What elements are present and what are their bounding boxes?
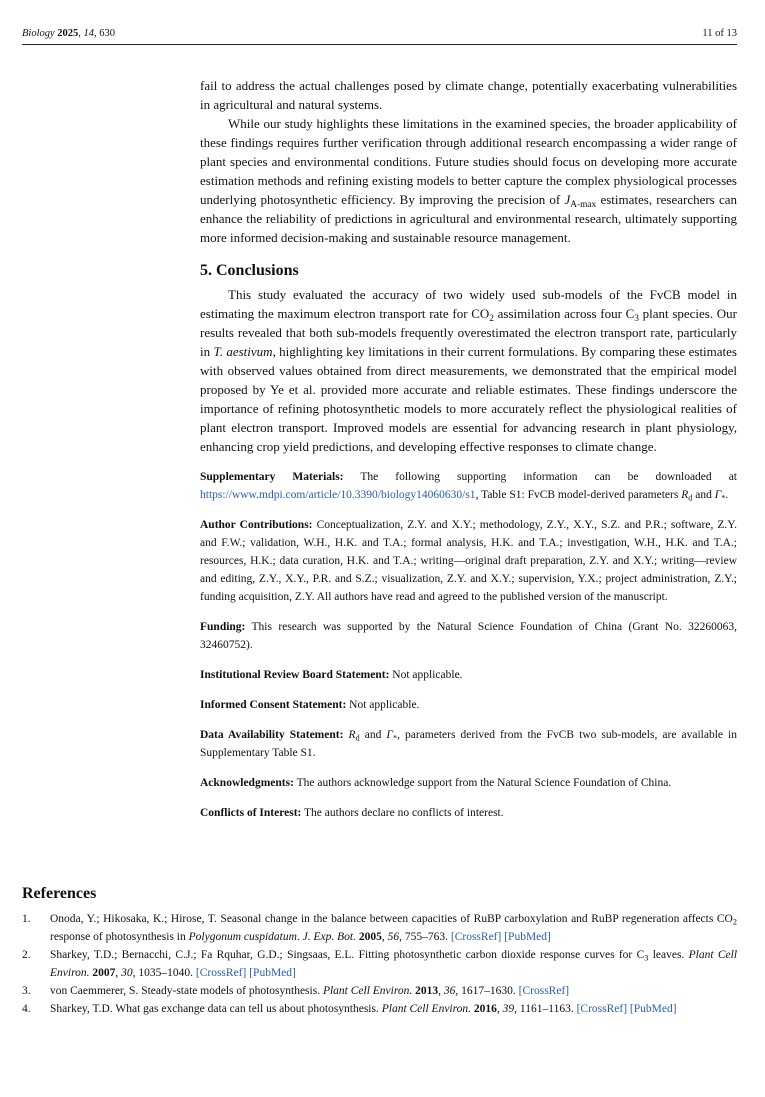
supplementary-link[interactable]: https://www.mdpi.com/article/10.3390/biology14060630/s1 [200,489,476,501]
main-text [200,76,737,822]
consent-statement: Informed Consent Statement: Not applicable. [200,699,420,711]
conflicts-of-interest: Conflicts of Interest: The authors declare no conflicts of interest. [200,807,504,819]
supplementary-materials: Supplementary Materials: The following supporting information can be downloaded at https://www.mdpi.com/article/10.3390/biology14060630/s1, Table S1: FvCB model-derived parameters $R_d$ and $\Gamma_*$. [200,471,737,503]
page-header [22,24,737,45]
funding-statement: Funding: This research was supported by the Natural Science Foundation of China (Grant No. 32260063, 32460752). [200,621,737,651]
crossref-link[interactable]: [CrossRef] [576,1003,628,1015]
author-contributions: Author Contributions: Conceptualization, Z.Y. and X.Y.; methodology, Z.Y., X.Y., S.Z. and P.R.; software, Z.Y. and F.W.; validation, W.H., H.K. and T.A.; formal analysis, H.K. and T.A.; investigation, W.H., H.K. and T.A.; resources, H.K.; data curation, H.K. and T.A.; writing—original draft preparation, Z.Y. and X.Y.; writing—review and editing, Z.Y., X.Y., P.R. and S.Z.; visualization, Z.Y. and X.Y.; supervision, Y.X.; project administration, Z.Y.; funding acquisition, Z.Y. All authors have read and agreed to the published version of the manuscript. [200,519,738,603]
reference-item: 1. Onoda, Y.; Hikosaka, K.; Hirose, T. Seasonal change in the balance between capacities of RuBP carboxylation and RuBP regeneration affects $CO_2$ response of photosynthesis in Polygonum cuspidatum. J. Exp. Bot. 2005, 56, 755–763. [CrossRef] [PubMed] [22,913,737,943]
crossref-link[interactable]: [CrossRef] [195,967,247,979]
crossref-link[interactable]: [CrossRef] [518,985,570,997]
reference-item: 3. von Caemmerer, S. Steady-state models of photosynthesis. Plant Cell Environ. 2013, 36, 1617–1630. [CrossRef] [22,985,570,997]
pubmed-link[interactable]: [PubMed] [249,967,296,979]
conclusions-paragraph: This study evaluated the accuracy of two widely used sub-models of the FvCB model in estimating the maximum electron transport rate for $CO_2$ assimilation across four $C_3$ plant species. Our results revealed that both sub-models frequently overestimated the electron transport rate, particularly in T. aestivum, highlighting key limitations in their current formulations. By comparing these estimates with observed values obtained from direct measurements, we demonstrated that the empirical model proposed by Ye et al. provided more accurate and reliable estimates. These findings underscore the importance of refining photosynthetic models to more accurately reflect the physiological realities of plant electron transport. Improved models are essential for advancing research in plant physiology, enhancing crop yield predictions, and developing effective responses to climate change. [200,287,737,454]
references-section [22,884,737,1018]
references-heading: References [22,885,97,902]
journal-citation: Biology 2025, 14, 630 [22,28,116,39]
irb-statement: Institutional Review Board Statement: Not applicable. [200,669,463,681]
pubmed-link[interactable]: [PubMed] [504,931,551,943]
reference-item: 4. Sharkey, T.D. What gas exchange data can tell us about photosynthesis. Plant Cell Environ. 2016, 39, 1161–1163. [CrossRef] [PubMed] [22,1003,677,1015]
reference-item: 2. Sharkey, T.D.; Bernacchi, C.J.; Fa Rquhar, G.D.; Singsaas, E.L. Fitting photosynthetic carbon dioxide response curves for $C_3$ leaves. Plant Cell Environ. 2007, 30, 1035–1040. [CrossRef] [PubMed] [22,949,738,979]
pubmed-link[interactable]: [PubMed] [629,1003,677,1015]
crossref-link[interactable]: [CrossRef] [450,931,502,943]
paragraph: fail to address the actual challenges posed by climate change, potentially exacerbating vulnerabilities in agricultural and natural systems. [200,78,737,112]
data-availability-statement: Data Availability Statement: $R_d$ and $\Gamma_*$, parameters derived from the FvCB two sub-models, are available in Supplementary Table S1. [200,729,737,759]
page-number: 11 of 13 [702,28,737,39]
conclusions-heading: 5. Conclusions [200,262,299,279]
paragraph: While our study highlights these limitations in the examined species, the broader applicability of these findings requires further verification through additional research encompassing a wider range of plant species and environmental conditions. Future studies should focus on developing more accurate estimation methods and refining existing models to better capture the complex physiological processes underlying photosynthetic efficiency. By improving the precision of $J_{A-max}$ estimates, researchers can enhance the reliability of predictions in agricultural and environmental research, ultimately supporting more informed decision-making and sustainable resource management. [200,116,738,245]
acknowledgments: Acknowledgments: The authors acknowledge support from the Natural Science Foundation of China. [200,777,672,789]
